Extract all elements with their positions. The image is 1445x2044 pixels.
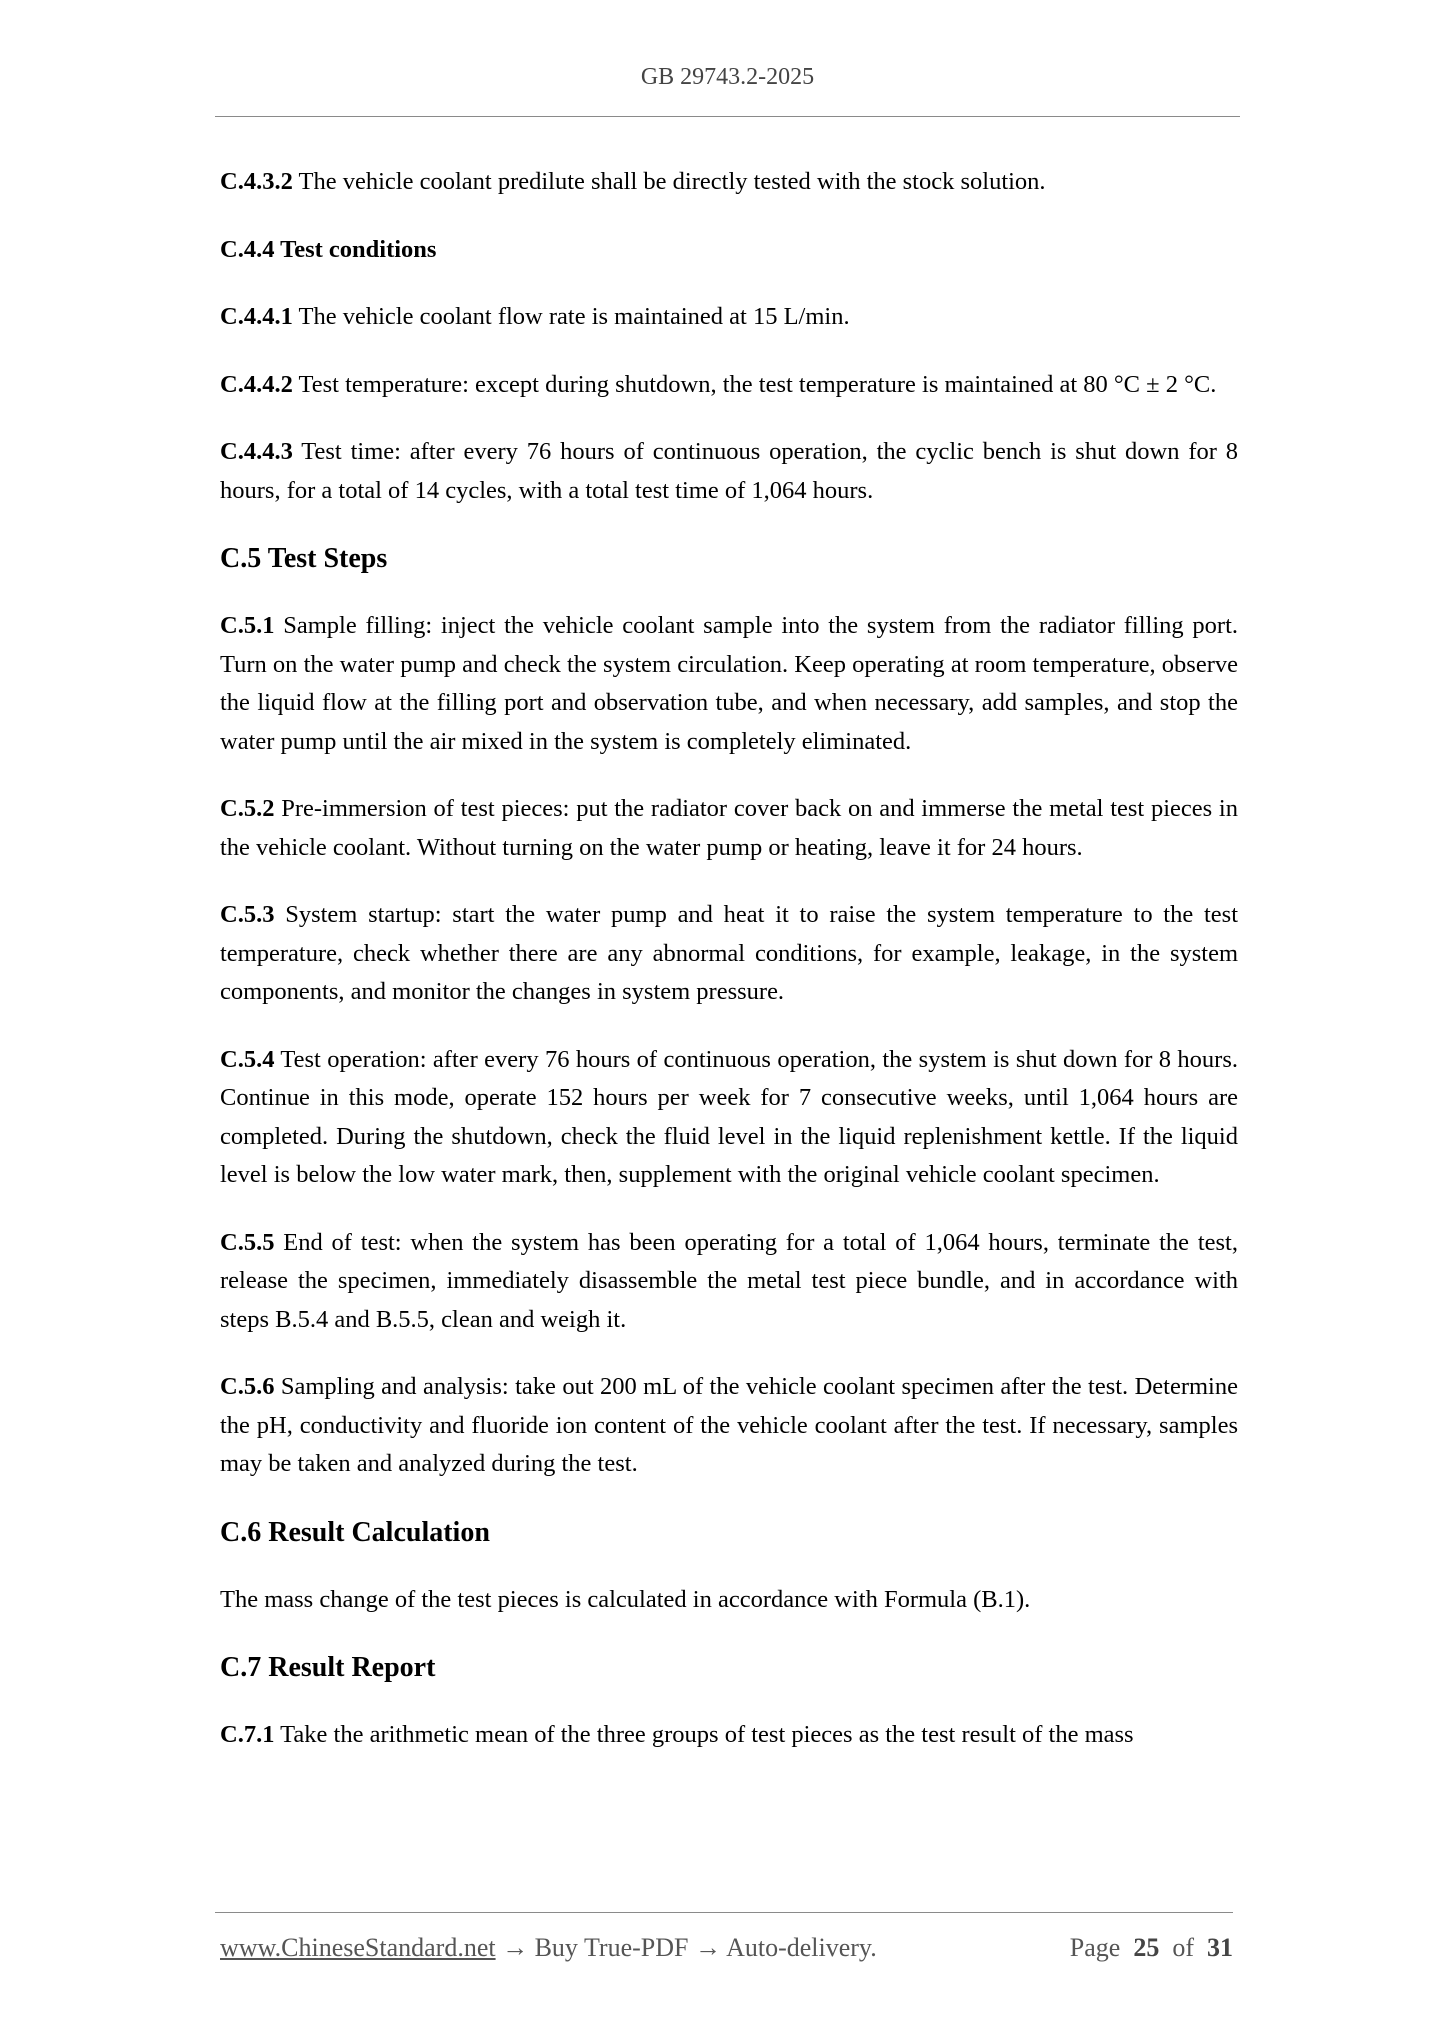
clause-text: Sample filling: inject the vehicle coolant sample into the system from the radiator filling port. Turn on the water pump and check the system circulation. Keep operating at room temperature, observe the liquid flow at the filling port and observation tube, and when necessary, add samples, and stop the water pump until the air mixed in the system is completely eliminated.	[220, 612, 1238, 755]
clause-number: C.5.6	[220, 1373, 275, 1400]
page-header	[215, 64, 1240, 91]
clause-paragraph	[220, 1368, 1238, 1484]
clause-text: The vehicle coolant predilute shall be directly tested with the stock solution.	[292, 168, 1046, 195]
subsection-heading: C.4.4 Test conditions	[220, 235, 437, 263]
page-footer	[220, 1933, 1233, 1963]
document-code: GB 29743.2-2025	[640, 64, 815, 90]
clause-paragraph	[220, 1224, 1238, 1340]
clause-text: Sampling and analysis: take out 200 mL of the vehicle coolant specimen after the test. Determine the pH, conductivity and fluoride ion content of the vehicle coolant after the test. If necessary, samples may be taken and analyzed during the test.	[220, 1373, 1238, 1477]
clause-text: Test time: after every 76 hours of continuous operation, the cyclic bench is shut down for 8 hours, for a total of 14 cycles, with a total test time of 1,064 hours.	[220, 438, 1238, 504]
document-body	[220, 163, 1238, 1784]
section-heading: C.5 Test Steps	[220, 543, 388, 574]
clause-number: C.4.4.2	[220, 370, 293, 398]
clause-paragraph	[220, 790, 1238, 867]
current-page: 25	[1133, 1933, 1160, 1962]
clause-paragraph	[220, 298, 1238, 337]
clause-text: End of test: when the system has been operating for a total of 1,064 hours, terminate the test, release the specimen, immediately disassemble the metal test piece bundle, and in accordance with steps B.5.4 and B.5.5, clean and weigh it.	[220, 1228, 1238, 1333]
clause-paragraph	[220, 1581, 1238, 1620]
clause-number: C.4.4.1	[220, 303, 293, 330]
page-label: Page	[1069, 1933, 1121, 1962]
total-pages: 31	[1207, 1933, 1233, 1962]
clause-text: The mass change of the test pieces is calculated in accordance with Formula (B.1).	[220, 1585, 1031, 1613]
clause-text: Test temperature: except during shutdown, the test temperature is maintained at 80 °C ± 2 °C.	[292, 370, 1217, 398]
clause-paragraph	[220, 433, 1238, 510]
clause-paragraph	[220, 1041, 1238, 1195]
section-heading: C.6 Result Calculation	[220, 1516, 490, 1548]
footer-divider	[215, 1912, 1233, 1913]
clause-number: C.5.1	[220, 612, 275, 639]
clause-paragraph	[220, 607, 1238, 761]
clause-paragraph	[220, 366, 1238, 405]
header-divider	[215, 116, 1240, 117]
arrow-icon: →	[688, 1933, 727, 1962]
clause-number: C.4.3.2	[220, 168, 293, 195]
auto-delivery-text: Auto-delivery.	[726, 1933, 877, 1962]
clause-text: Pre-immersion of test pieces: put the radiator cover back on and immerse the metal test pieces in the vehicle coolant. Without turning on the water pump or heating, leave it for 24 hours.	[220, 795, 1238, 861]
clause-paragraph	[220, 1716, 1238, 1755]
footer-promo	[220, 1933, 877, 1962]
clause-text: Take the arithmetic mean of the three groups of test pieces as the test result of the mass	[274, 1721, 1134, 1748]
clause-text: The vehicle coolant flow rate is maintained at 15 L/min.	[292, 303, 850, 330]
clause-number: C.5.2	[220, 795, 275, 822]
clause-number: C.4.4.3	[220, 438, 293, 465]
section-heading: C.7 Result Report	[220, 1652, 436, 1683]
page-of-label: of	[1172, 1933, 1194, 1962]
page-number	[1070, 1933, 1233, 1963]
clause-number: C.5.3	[220, 901, 275, 928]
clause-text: System startup: start the water pump and heat it to raise the system temperature to the test temperature, check whether there are any abnormal conditions, for example, leakage, in the system components, and monitor the changes in system pressure.	[220, 901, 1238, 1005]
clause-text: Test operation: after every 76 hours of continuous operation, the system is shut down for 8 hours. Continue in this mode, operate 152 hours per week for 7 consecutive weeks, until 1,064 hours are completed. During the shutdown, check the fluid level in the liquid replenishment kettle. If the liquid level is below the low water mark, then, supplement with the original vehicle coolant specimen.	[220, 1045, 1238, 1188]
clause-number: C.5.4	[220, 1045, 275, 1073]
clause-paragraph	[220, 896, 1238, 1012]
clause-number: C.5.5	[220, 1228, 275, 1256]
arrow-icon: →	[495, 1933, 535, 1962]
clause-number: C.7.1	[220, 1721, 275, 1748]
buy-pdf-text: Buy True-PDF	[534, 1933, 689, 1962]
clause-paragraph	[220, 163, 1238, 202]
site-link[interactable]: www.ChineseStandard.net	[220, 1933, 496, 1962]
